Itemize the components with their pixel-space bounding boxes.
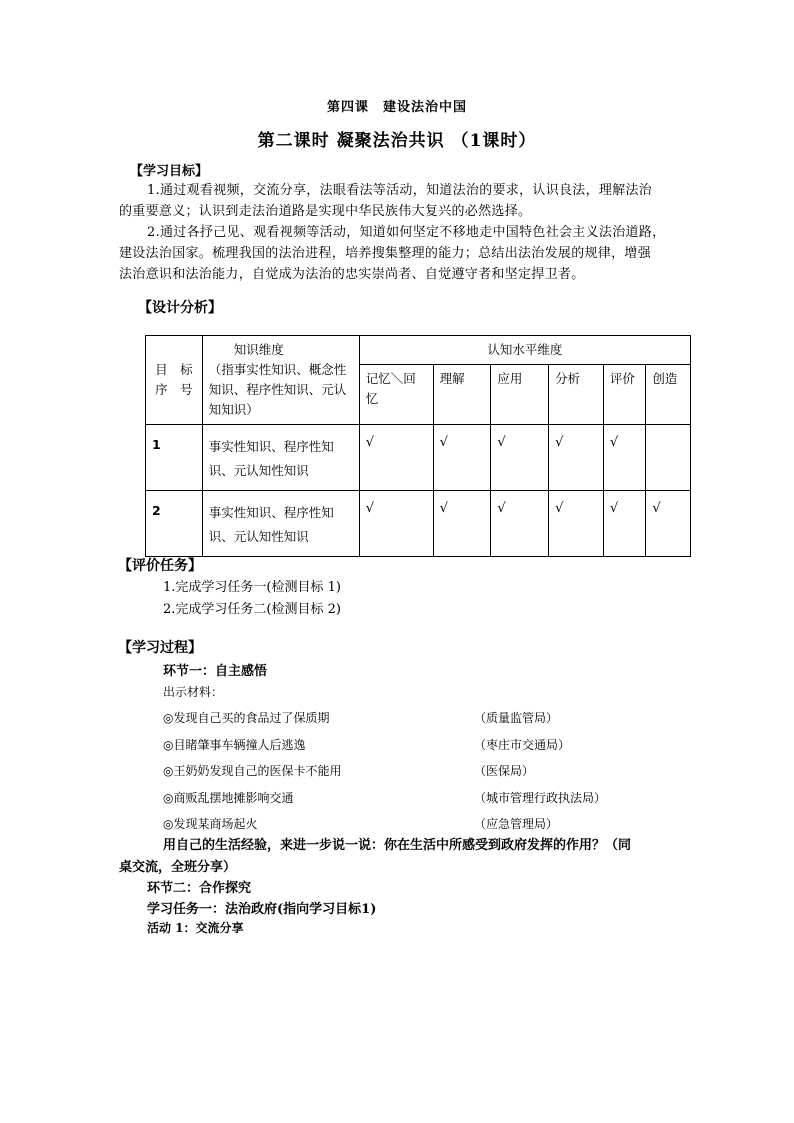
level-header-evaluate: 评价 [603, 365, 646, 425]
row-mark-understand: √ [433, 425, 491, 491]
material-item: ◎商贩乱摆地摊影响交通 [163, 791, 294, 805]
material-item: ◎发现某商场起火 [163, 817, 258, 831]
header-cognitive-dimension: 认知水平维度 [359, 336, 690, 365]
row-knowledge: 事实性知识、程序性知识、元认知性知识 [202, 425, 359, 491]
row-knowledge: 事实性知识、程序性知识、元认知性知识 [202, 491, 359, 557]
step-1-title: 环节一：自主感悟 [163, 664, 268, 679]
design-table [145, 335, 691, 557]
row-index: 1 [146, 425, 203, 491]
design-heading: 【设计分析】 [138, 300, 222, 316]
row-mark-analyze: √ [549, 491, 604, 557]
material-item: ◎发现自己买的食品过了保质期 [163, 711, 330, 725]
objective-1-line-2: 的重要意义；认识到走法治道路是实现中华民族伟大复兴的必然选择。 [119, 204, 532, 219]
row-mark-evaluate: √ [603, 425, 646, 491]
material-agency: （枣庄市交通局） [474, 738, 571, 752]
objective-2-line-3: 法治意识和法治能力，自觉成为法治的忠实崇尚者、自觉遵守者和坚定捍卫者。 [119, 267, 585, 282]
evaluation-item-2: 2.完成学习任务二(检测目标 2) [163, 602, 341, 617]
activity-1: 活动 1：交流分享 [147, 921, 244, 935]
header-knowledge-dimension: 知识维度 （指事实性知识、概念性知识、程序性知识、元认知知识） [202, 336, 359, 425]
row-mark-create [646, 425, 691, 491]
process-heading: 【学习过程】 [118, 640, 202, 656]
material-agency: （城市管理行政执法局） [474, 791, 607, 805]
materials-label: 出示材料： [163, 685, 224, 699]
table-row [146, 491, 691, 557]
level-header-create: 创造 [646, 365, 691, 425]
row-mark-evaluate: √ [603, 491, 646, 557]
table-row [146, 425, 691, 491]
material-agency: （质量监管局） [474, 711, 559, 725]
evaluation-item-1: 1.完成学习任务一(检测目标 1) [163, 580, 341, 595]
step-2-title: 环节二：合作探究 [147, 881, 252, 896]
material-agency: （医保局） [474, 764, 535, 778]
level-header-remember: 记忆＼回忆 [359, 365, 433, 425]
row-mark-understand: √ [433, 491, 491, 557]
row-index: 2 [146, 491, 203, 557]
row-mark-apply: √ [491, 425, 549, 491]
level-header-apply: 应用 [491, 365, 549, 425]
objective-2-line-2: 建设法治国家。梳理我国的法治进程，培养搜集整理的能力；总结出法治发展的规律，增强 [119, 246, 652, 261]
row-mark-analyze: √ [549, 425, 604, 491]
level-header-understand: 理解 [433, 365, 491, 425]
question-line-2: 桌交流，全班分享） [119, 860, 237, 875]
material-agency: （应急管理局） [474, 817, 559, 831]
material-item: ◎王奶奶发现自己的医保卡不能用 [163, 764, 342, 778]
row-mark-remember: √ [359, 491, 433, 557]
row-mark-apply: √ [491, 491, 549, 557]
page-title: 第二课时 凝聚法治共识 （1课时） [257, 131, 537, 151]
row-mark-create: √ [646, 491, 691, 557]
row-mark-remember: √ [359, 425, 433, 491]
level-header-analyze: 分析 [549, 365, 604, 425]
material-item: ◎目睹肇事车辆撞人后逃逸 [163, 738, 306, 752]
question-line-1: 用自己的生活经验，来进一步说一说：你在生活中所感受到政府发挥的作用？（同 [163, 838, 632, 853]
learning-task-1: 学习任务一：法治政府(指向学习目标1) [147, 902, 377, 917]
header-target-index: 目 标 序 号 [146, 336, 203, 425]
objectives-heading: 【学习目标】 [130, 164, 209, 179]
objective-2-line-1: 2.通过各抒己见、观看视频等活动，知道如何坚定不移地走中国特色社会主义法治道路， [147, 225, 666, 240]
evaluation-heading: 【评价任务】 [118, 558, 202, 574]
lesson-title: 第四课 建设法治中国 [326, 100, 467, 115]
objective-1-line-1: 1.通过观看视频，交流分享，法眼看法等活动，知道法治的要求，认识良法，理解法治 [147, 183, 653, 198]
